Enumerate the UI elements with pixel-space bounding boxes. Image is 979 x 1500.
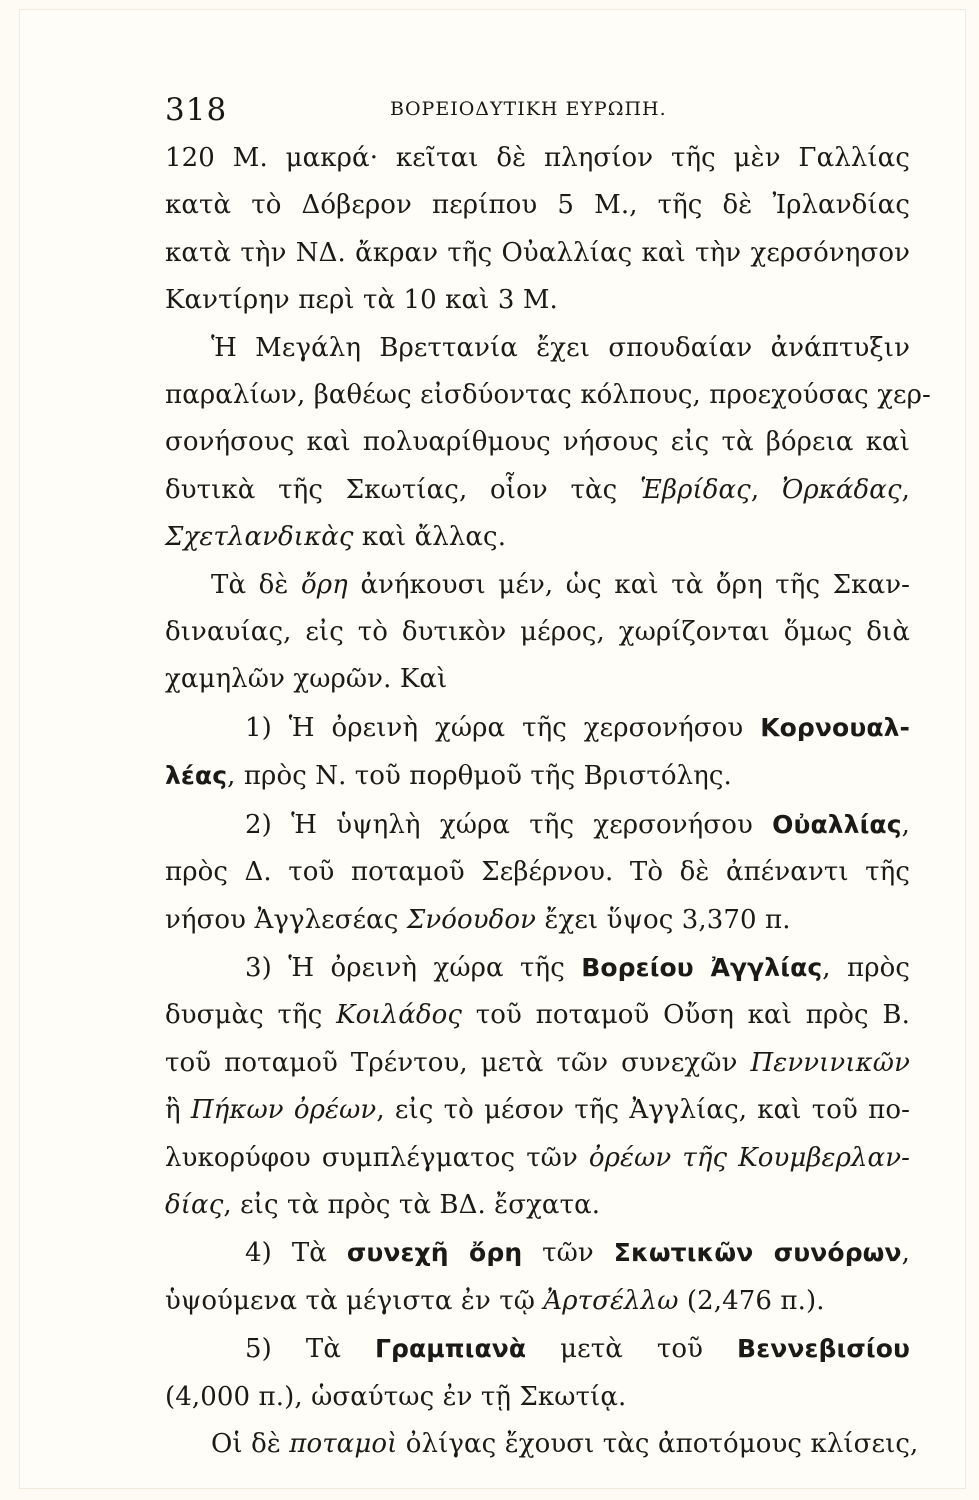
italic-term: ποταμοὶ <box>289 1428 398 1459</box>
text-line: δυσμὰς τῆς Κοιλάδος τοῦ ποταμοῦ Οὔση καὶ πρὸς Β. <box>165 1000 910 1031</box>
italic-term: Πεννινικῶν <box>750 1047 910 1078</box>
italic-term: ὀρέων τῆς Κουμβερλαν- <box>588 1142 910 1173</box>
text-line: λέας, πρὸς Ν. τοῦ πορθμοῦ τῆς Βριστόλης. <box>165 761 732 792</box>
running-head: ΒΟΡΕΙΟΔΥΤΙΚΗ ΕΥΡΩΠΗ. <box>390 98 667 120</box>
text-line: κατὰ τὴν ΝΔ. ἄκραν τῆς Οὐαλλίας καὶ τὴν χερσόνησον <box>165 237 910 268</box>
bold-term: συνεχῆ ὄρη <box>346 1238 523 1268</box>
italic-term: Ἑβρίδας <box>639 474 751 505</box>
body-text <box>165 135 931 1468</box>
text-line: Σχετλανδικὰς καὶ ἄλλας. <box>165 522 507 553</box>
text-line: Καντίρην περὶ τὰ 10 καὶ 3 Μ. <box>165 285 558 316</box>
text-line: 5) Τὰ Γραμπιανὰ μετὰ τοῦ Βεννεβισίου <box>245 1334 910 1365</box>
italic-term: ὄρη <box>301 569 348 600</box>
text-line: δυτικὰ τῆς Σκωτίας, οἷον τὰς Ἑβρίδας, Ὀρκάδας, <box>165 474 910 505</box>
page-number: 318 <box>165 92 228 128</box>
text-line: 1) Ἡ ὀρεινὴ χώρα τῆς χερσονήσου Κορνουαλ- <box>245 712 910 743</box>
italic-term: Σνόουδον <box>406 904 537 935</box>
text-line: τοῦ ποταμοῦ Τρέντου, μετὰ τῶν συνεχῶν Πεννινικῶν <box>165 1047 910 1078</box>
bold-term: Οὐαλλίας <box>772 809 902 839</box>
text-line: Τὰ δὲ ὄρη ἀνήκουσι μέν, ὡς καὶ τὰ ὄρη τῆς Σκαν- <box>211 569 910 600</box>
text-line: 2) Ἡ ὑψηλὴ χώρα τῆς χερσονήσου Οὐαλλίας, <box>245 809 910 840</box>
text-line: ἢ Πήκων ὀρέων, εἰς τὸ μέσον τῆς Ἀγγλίας, καὶ τοῦ πο- <box>165 1095 910 1126</box>
bold-term: Σκωτικῶν συνόρων <box>613 1238 902 1268</box>
text-line: σονήσους καὶ πολυαρίθμους νήσους εἰς τὰ βόρεια καὶ <box>165 427 910 458</box>
text-line: (4,000 π.), ὡσαύτως ἐν τῇ Σκωτίᾳ. <box>165 1381 627 1412</box>
page-header <box>165 92 905 132</box>
bold-term: Κορνουαλ- <box>760 712 910 742</box>
bold-term: Βεννεβισίου <box>737 1334 910 1364</box>
text-line: χαμηλῶν χωρῶν. Καὶ <box>165 664 448 695</box>
text-line: 4) Τὰ συνεχῆ ὄρη τῶν Σκωτικῶν συνόρων, <box>245 1238 911 1269</box>
text-line: παραλίων, βαθέως εἰσδύοντας κόλπους, προεχούσας χερ- <box>165 380 931 411</box>
text-line: 3) Ἡ ὀρεινὴ χώρα τῆς Βορείου Ἀγγλίας, πρὸς <box>245 952 910 983</box>
text-line: ὑψούμενα τὰ μέγιστα ἐν τῷ Ἀρτσέλλω (2,476 π.). <box>165 1285 825 1316</box>
bold-term: λέας <box>165 761 228 791</box>
text-line: νήσου Ἀγγλεσέας Σνόουδον ἔχει ὕψος 3,370 π. <box>165 904 791 935</box>
text-line: δίας, εἰς τὰ πρὸς τὰ ΒΔ. ἔσχατα. <box>165 1189 601 1220</box>
text-line: Οἱ δὲ ποταμοὶ ὀλίγας ἔχουσι τὰς ἀποτόμους κλίσεις, <box>211 1428 919 1459</box>
text-line: 120 Μ. μακρά· κεῖται δὲ πλησίον τῆς μὲν Γαλλίας <box>165 143 910 173</box>
text-line: λυκορύφου συμπλέγματος τῶν ὀρέων τῆς Κουμβερλαν- <box>165 1142 910 1173</box>
bold-term: Βορείου Ἀγγλίας <box>581 952 823 982</box>
text-line: πρὸς Δ. τοῦ ποταμοῦ Σεβέρνου. Τὸ δὲ ἀπέναντι τῆς <box>165 857 910 888</box>
italic-term: Ἀρτσέλλω <box>543 1285 679 1316</box>
text-line: κατὰ τὸ Δόβερον περίπου 5 Μ., τῆς δὲ Ἰρλανδίας <box>165 190 910 221</box>
italic-term: Σχετλανδικὰς <box>165 522 354 553</box>
text-line: Ἡ Μεγάλη Βρεττανία ἔχει σπουδαίαν ἀνάπτυξιν <box>211 332 910 363</box>
text-line: διναυίας, εἰς τὸ δυτικὸν μέρος, χωρίζονται ὅμως διὰ <box>165 617 910 648</box>
italic-term: Πήκων ὀρέων <box>190 1095 377 1126</box>
bold-term: Γραμπιανὰ <box>374 1334 527 1364</box>
italic-term: δίας <box>165 1189 224 1220</box>
italic-term: Ὀρκάδας <box>781 474 902 505</box>
italic-term: Κοιλάδος <box>336 1000 463 1031</box>
